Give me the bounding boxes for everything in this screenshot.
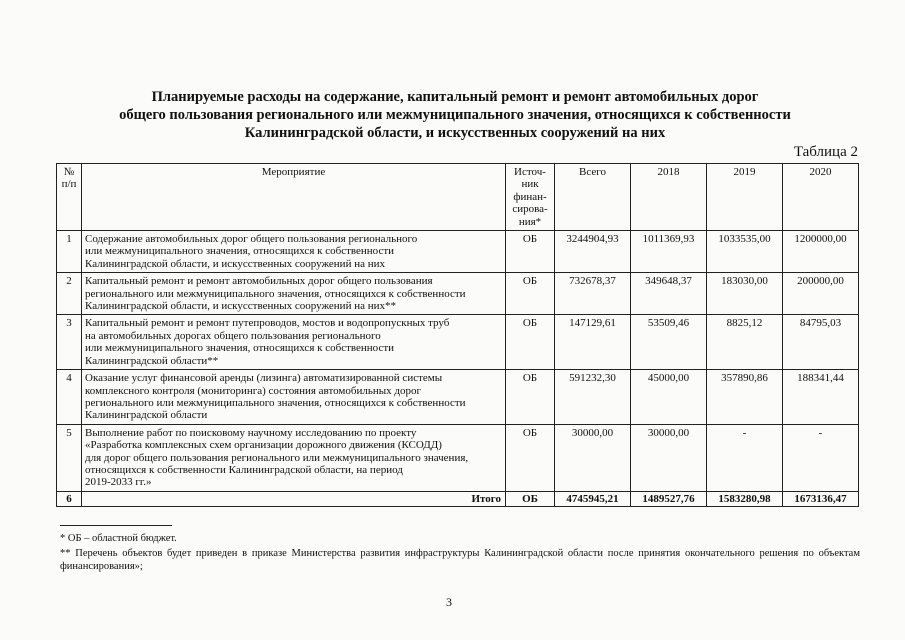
row-num: 4	[57, 370, 82, 425]
row-num: 3	[57, 315, 82, 370]
header-source-line: ния*	[518, 215, 542, 228]
expenses-table	[56, 163, 859, 507]
activity-line: или межмуниципального значения, относящихся к собственности	[85, 342, 395, 355]
row-activity	[82, 370, 506, 425]
row-total: 732678,37	[555, 273, 631, 315]
table-row	[57, 424, 859, 491]
activity-line: Калининградской области, и искусственных сооружений на них	[85, 257, 385, 270]
row-2020: 84795,03	[783, 315, 859, 370]
activity-line: Калининградской области**	[85, 354, 219, 367]
row-2019: -	[707, 424, 783, 491]
total-num: 6	[57, 491, 82, 506]
header-activity: Мероприятие	[82, 164, 506, 231]
activity-line: для дорог общего пользования регионального или межмуниципального значения,	[85, 451, 469, 464]
title-line-3: Калининградской области, и искусственных сооружений на них	[244, 125, 666, 141]
activity-line: Содержание автомобильных дорог общего пользования регионального	[85, 233, 418, 246]
row-activity	[82, 424, 506, 491]
activity-line: регионального или межмуниципального значения, относящихся к собственности	[85, 287, 466, 300]
row-activity	[82, 231, 506, 273]
activity-line: «Разработка комплексных схем организации дорожного движения (КСОДД)	[85, 439, 442, 452]
row-2018: 53509,46	[631, 315, 707, 370]
row-total: 591232,30	[555, 370, 631, 425]
table-row	[57, 273, 859, 315]
activity-line: или межмуниципального значения, относящихся к собственности	[85, 245, 395, 258]
row-source: ОБ	[506, 315, 555, 370]
header-source-line: ник	[521, 178, 539, 191]
row-total: 147129,61	[555, 315, 631, 370]
row-2020: 1200000,00	[783, 231, 859, 273]
activity-line: Выполнение работ по поисковому научному исследованию по проекту	[85, 426, 417, 439]
row-source: ОБ	[506, 370, 555, 425]
total-label: Итого	[82, 491, 506, 506]
header-source	[506, 164, 555, 231]
total-source: ОБ	[506, 491, 555, 506]
header-num-line: №	[63, 166, 75, 178]
row-total: 30000,00	[555, 424, 631, 491]
header-2018: 2018	[631, 164, 707, 231]
activity-line: Оказание услуг финансовой аренды (лизинга) автоматизированной системы	[85, 372, 443, 385]
row-source: ОБ	[506, 231, 555, 273]
header-num-line: п/п	[61, 178, 77, 191]
table-label: Таблица 2	[793, 144, 858, 160]
row-2019: 357890,86	[707, 370, 783, 425]
row-num: 1	[57, 231, 82, 273]
document-title	[60, 88, 850, 142]
row-source: ОБ	[506, 273, 555, 315]
row-2020: 200000,00	[783, 273, 859, 315]
row-2020: -	[783, 424, 859, 491]
table-header-row	[57, 164, 859, 231]
table-row	[57, 315, 859, 370]
header-source-line: Источ-	[514, 166, 546, 178]
row-activity	[82, 273, 506, 315]
row-2018: 349648,37	[631, 273, 707, 315]
activity-line: Капитальный ремонт и ремонт автомобильных дорог общего пользования	[85, 275, 433, 288]
row-activity	[82, 315, 506, 370]
header-2019: 2019	[707, 164, 783, 231]
title-line-2: общего пользования регионального или межмуниципального значения, относящихся к собственности	[119, 107, 791, 123]
row-2018: 30000,00	[631, 424, 707, 491]
title-line-1: Планируемые расходы на содержание, капитальный ремонт и ремонт автомобильных дорог	[151, 89, 759, 105]
activity-line: на автомобильных дорогах общего пользования регионального	[85, 329, 381, 342]
footnote-divider	[60, 525, 172, 526]
row-2019: 183030,00	[707, 273, 783, 315]
row-total: 3244904,93	[555, 231, 631, 273]
row-2019: 8825,12	[707, 315, 783, 370]
activity-line: комплексного контроля (мониторинга) состояния автомобильных дорог	[85, 384, 422, 397]
total-2020: 1673136,47	[783, 491, 859, 506]
row-2018: 1011369,93	[631, 231, 707, 273]
activity-line: регионального или межмуниципального значения, относящихся к собственности	[85, 396, 466, 409]
header-2020: 2020	[783, 164, 859, 231]
table-row	[57, 231, 859, 273]
activity-line: относящихся к собственности Калининградской области, на период	[85, 463, 403, 476]
total-2019: 1583280,98	[707, 491, 783, 506]
row-num: 5	[57, 424, 82, 491]
header-num	[57, 164, 82, 231]
row-2018: 45000,00	[631, 370, 707, 425]
row-2019: 1033535,00	[707, 231, 783, 273]
activity-line: Капитальный ремонт и ремонт путепроводов, мостов и водопропускных труб	[85, 317, 450, 330]
header-source-line: финан-	[513, 190, 547, 203]
total-2018: 1489527,76	[631, 491, 707, 506]
footnote-2: ** Перечень объектов будет приведен в приказе Министерства развития инфраструктуры Калининградской области после принятия окончательного решения по объектам финансирования»;	[60, 548, 860, 572]
page-number: 3	[446, 595, 452, 609]
activity-line: 2019-2033 гг.»	[85, 476, 152, 489]
activity-line: Калининградской области, и искусственных сооружений на них**	[85, 300, 396, 313]
row-num: 2	[57, 273, 82, 315]
footnote-1: * ОБ – областной бюджет.	[60, 533, 177, 544]
total-total: 4745945,21	[555, 491, 631, 506]
table-total-row	[57, 491, 859, 506]
footnotes	[60, 532, 860, 575]
activity-line: Калининградской области	[85, 409, 208, 422]
header-source-line: сирова-	[512, 203, 548, 216]
header-total: Всего	[555, 164, 631, 231]
row-2020: 188341,44	[783, 370, 859, 425]
row-source: ОБ	[506, 424, 555, 491]
table-row	[57, 370, 859, 425]
